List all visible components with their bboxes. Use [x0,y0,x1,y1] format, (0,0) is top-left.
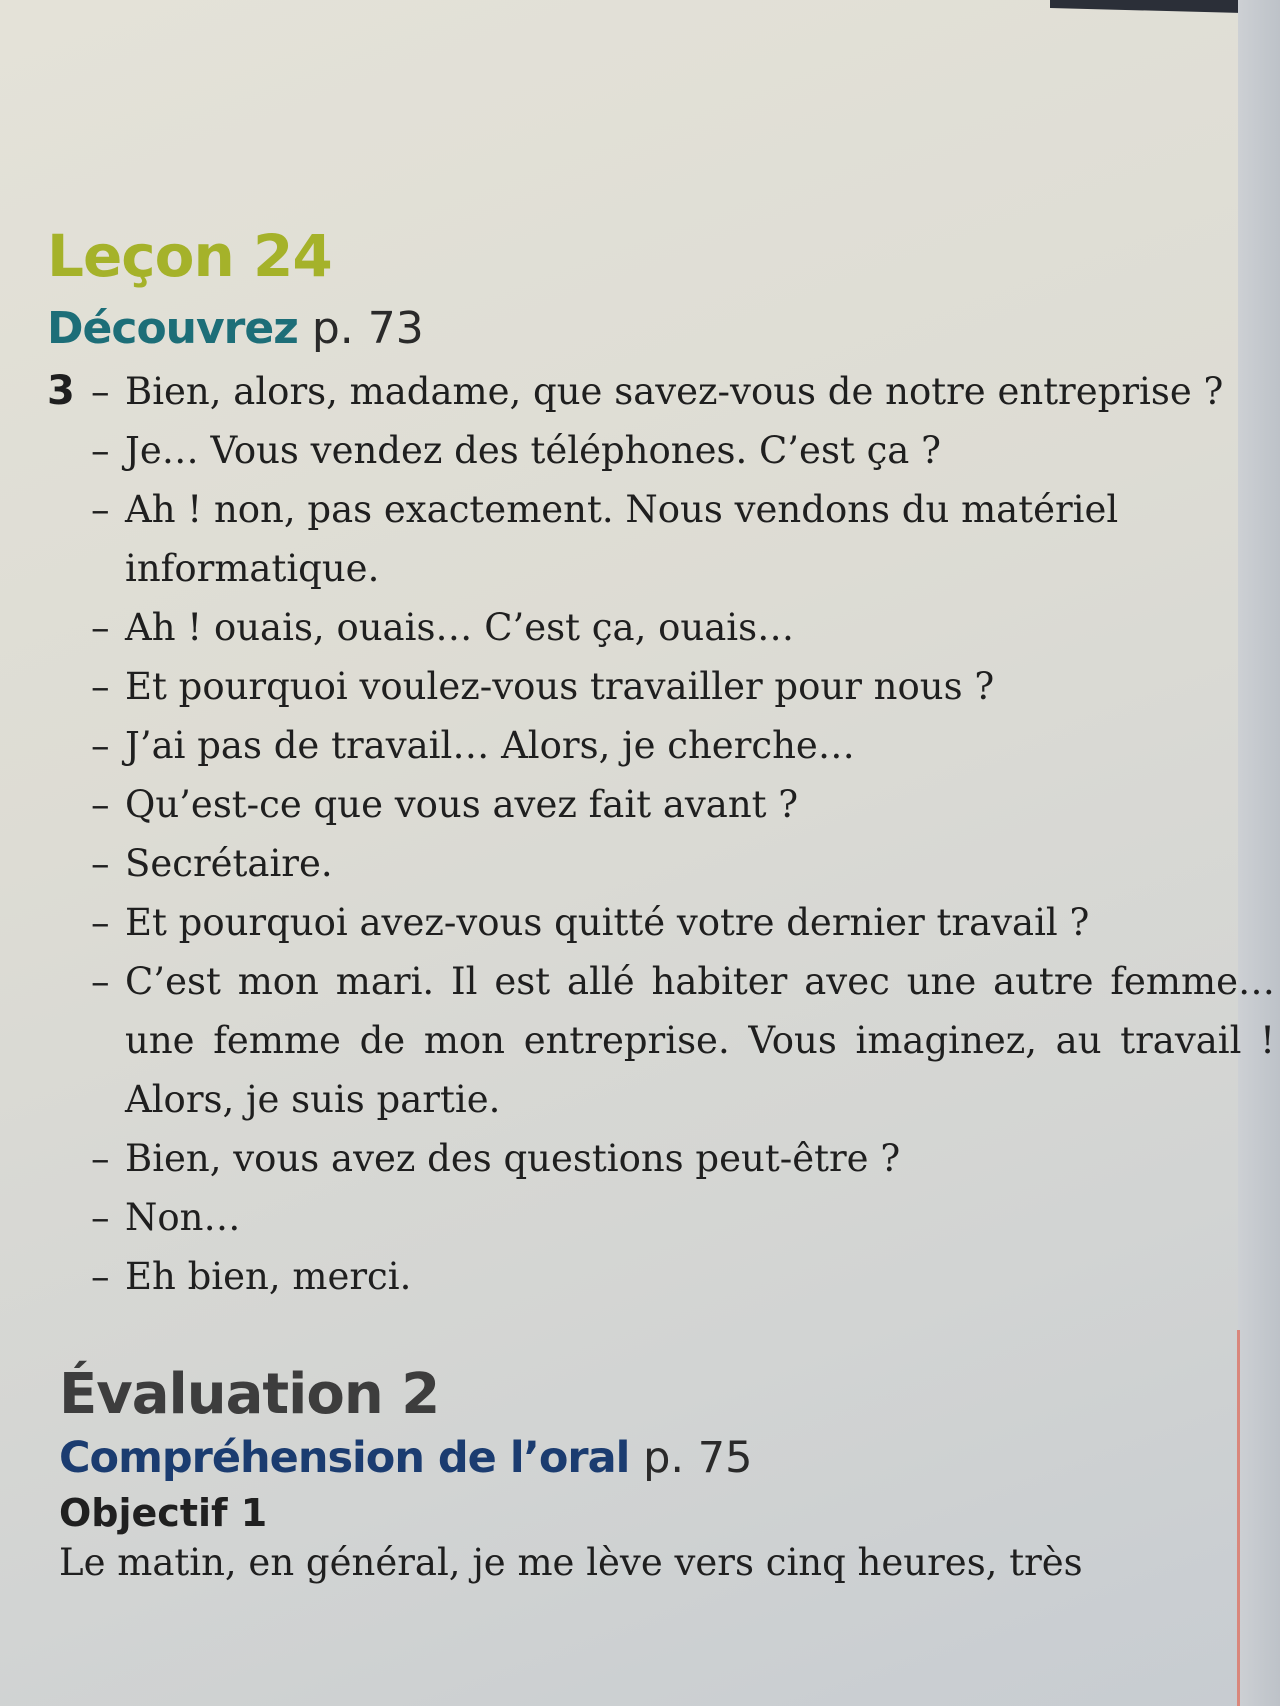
dialogue-line [47,1188,1227,1247]
dialogue-text: Non… [125,1195,241,1239]
dialogue-dash: – [91,487,110,531]
dialogue-line [47,893,1227,952]
dialogue-line [47,716,1227,775]
dialogue-dash: – [91,664,110,708]
dialogue-text: C’est mon mari. Il est allé habiter avec une autre femme… une femme de mon entreprise. Vous imaginez, au travail ! Alors, je suis partie. [125,959,1275,1121]
dialogue-line [47,1247,1227,1306]
dialogue-dash: – [91,841,110,885]
dialogue-text: Bien, alors, madame, que savez-vous de notre entreprise ? [125,369,1224,413]
dialogue-transcript [47,362,1275,1306]
dialogue-line [47,598,1227,657]
lesson-title: Leçon 24 [47,222,332,290]
dialogue-line [47,775,1227,834]
dialogue-text: Bien, vous avez des questions peut-être ? [125,1136,901,1180]
dialogue-text: Je… Vous vendez des téléphones. C’est ça ? [125,428,941,472]
dialogue-line [47,362,1275,421]
dialogue-text: Et pourquoi voulez-vous travailler pour nous ? [125,664,995,708]
objective-paragraph: Le matin, en général, je me lève vers cinq heures, très [59,1541,1083,1585]
dialogue-dash: – [91,1195,110,1239]
section-page-ref: p. 73 [311,302,424,354]
exercise-number: 3 [47,367,75,414]
page-content [47,222,1275,1588]
dialogue-text: Secrétaire. [125,841,333,885]
dialogue-line [47,834,1227,893]
section-heading-label: Découvrez [47,302,298,354]
dialogue-dash: – [91,723,110,767]
evaluation-section-label: Compréhension de l’oral [59,1433,630,1484]
dialogue-line [47,952,1275,1129]
section-heading [47,303,1227,356]
margin-rule [1237,1330,1240,1706]
dialogue-dash: – [91,959,110,1003]
dialogue-text: Ah ! non, pas exactement. Nous vendons du matériel informatique. [125,487,1119,590]
dialogue-text: Eh bien, merci. [125,1254,412,1298]
dialogue-line [47,480,1227,598]
dialogue-dash: – [91,605,110,649]
dialogue-dash: – [91,1254,110,1298]
page-edge [1238,0,1280,1706]
dialogue-line [47,421,1227,480]
dialogue-text: Qu’est-ce que vous avez fait avant ? [125,782,799,826]
evaluation-title: Évaluation 2 [59,1361,440,1427]
dialogue-line [47,657,1227,716]
dialogue-text: J’ai pas de travail… Alors, je cherche… [125,723,855,767]
dialogue-dash: – [91,369,110,413]
dialogue-dash: – [91,428,110,472]
evaluation-section-heading [59,1433,1227,1485]
dialogue-line [47,1129,1227,1188]
evaluation-page-ref: p. 75 [643,1433,753,1484]
dialogue-dash: – [91,1136,110,1180]
dialogue-dash: – [91,782,110,826]
dialogue-dash: – [91,900,110,944]
dialogue-text: Et pourquoi avez-vous quitté votre dernier travail ? [125,900,1090,944]
objective-heading: Objectif 1 [59,1490,268,1535]
dialogue-text: Ah ! ouais, ouais… C’est ça, ouais… [125,605,795,649]
